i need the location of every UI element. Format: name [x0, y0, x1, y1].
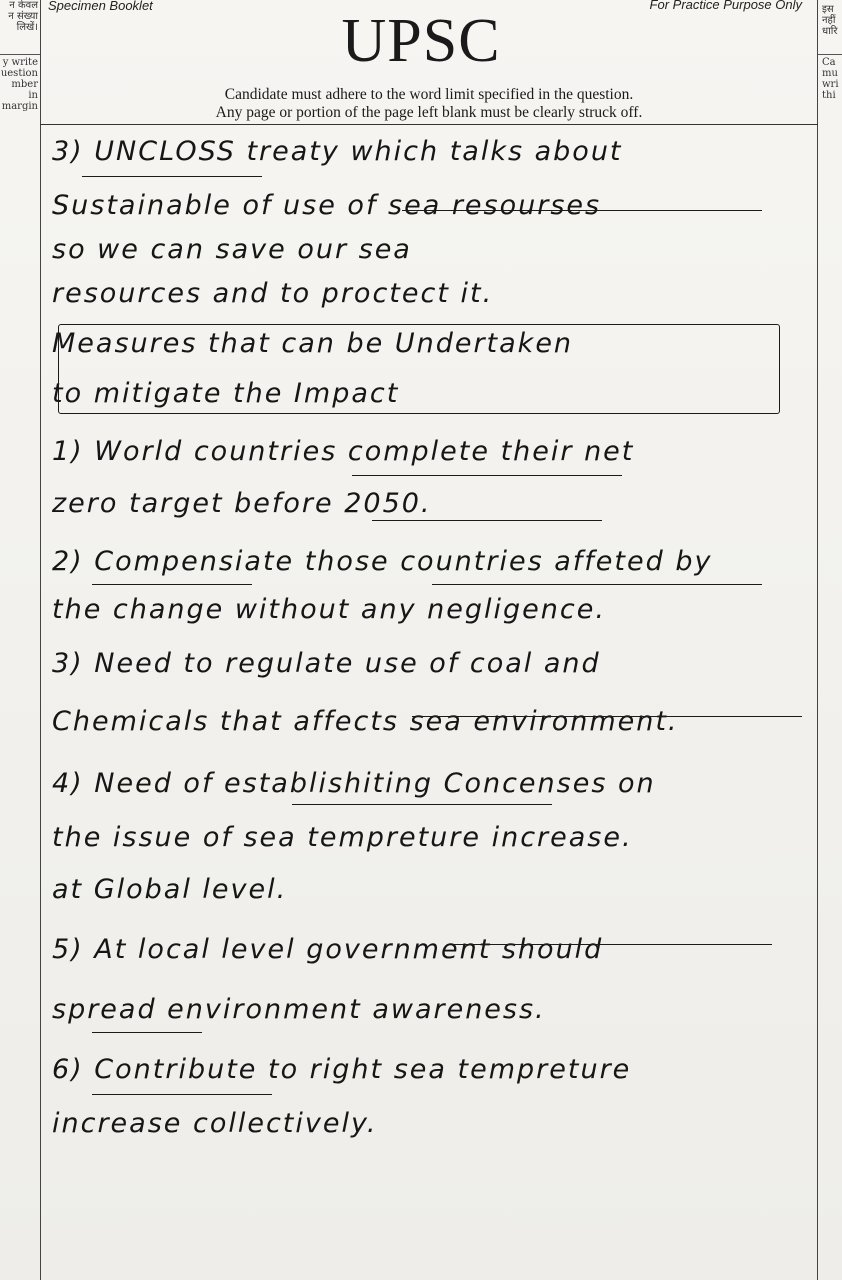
answer-line: 3) UNCLOSS treaty which talks about: [52, 136, 623, 167]
answer-line: the issue of sea tempreture increase.: [52, 822, 633, 853]
practice-purpose-label: For Practice Purpose Only: [649, 0, 802, 12]
answer-line: 2) Compensiate those countries affeted by: [52, 546, 713, 577]
underline: [292, 804, 552, 805]
header-divider: [40, 124, 818, 125]
underline: [92, 1094, 272, 1095]
instruction-word-limit: Candidate must adhere to the word limit specified in the question.: [224, 86, 634, 103]
underline: [452, 944, 772, 945]
underline: [352, 475, 622, 476]
underline: [402, 210, 762, 211]
answer-line: Measures that can be Undertaken: [52, 328, 574, 359]
left-margin-hindi-text: न केवल न संख्या लिखें।: [8, 0, 38, 33]
answer-line: resources and to proctect it.: [52, 278, 494, 309]
answer-line: 3) Need to regulate use of coal and: [52, 648, 601, 679]
underline: [372, 520, 602, 521]
left-margin: [0, 0, 41, 1280]
instruction-blank-page: Any page or portion of the page left blank must be clearly struck off.: [215, 104, 643, 121]
answer-line: so we can save our sea: [52, 234, 412, 265]
answer-line: zero target before 2050.: [52, 488, 432, 519]
right-margin-hindi-text: इस नहीं धारि: [822, 4, 838, 37]
answer-line: Sustainable of use of sea resourses: [52, 190, 602, 221]
answer-line: 1) World countries complete their net: [52, 436, 635, 467]
heading-box: [58, 324, 780, 414]
underline: [432, 584, 762, 585]
answer-line: Chemicals that affects sea environment.: [52, 706, 679, 737]
underline: [92, 584, 252, 585]
right-margin-english-text: Ca mu wri thi: [822, 57, 839, 101]
answer-line: spread environment awareness.: [52, 994, 546, 1025]
underline: [82, 176, 262, 177]
page-title: UPSC: [341, 7, 501, 75]
right-margin: [817, 0, 842, 1280]
answer-line: 4) Need of establishiting Concenses on: [52, 768, 656, 799]
answer-line: to mitigate the Impact: [52, 378, 400, 409]
left-margin-english-text: y write uestion mber in margin: [0, 57, 38, 112]
answer-line: increase collectively.: [52, 1108, 378, 1139]
answer-line: at Global level.: [52, 874, 288, 905]
underline: [412, 716, 802, 717]
answer-line: 5) At local level government should: [52, 934, 604, 965]
underline: [92, 1032, 202, 1033]
answer-line: 6) Contribute to right sea tempreture: [52, 1054, 632, 1085]
specimen-booklet-label: Specimen Booklet: [48, 0, 153, 13]
answer-line: the change without any negligence.: [52, 594, 606, 625]
